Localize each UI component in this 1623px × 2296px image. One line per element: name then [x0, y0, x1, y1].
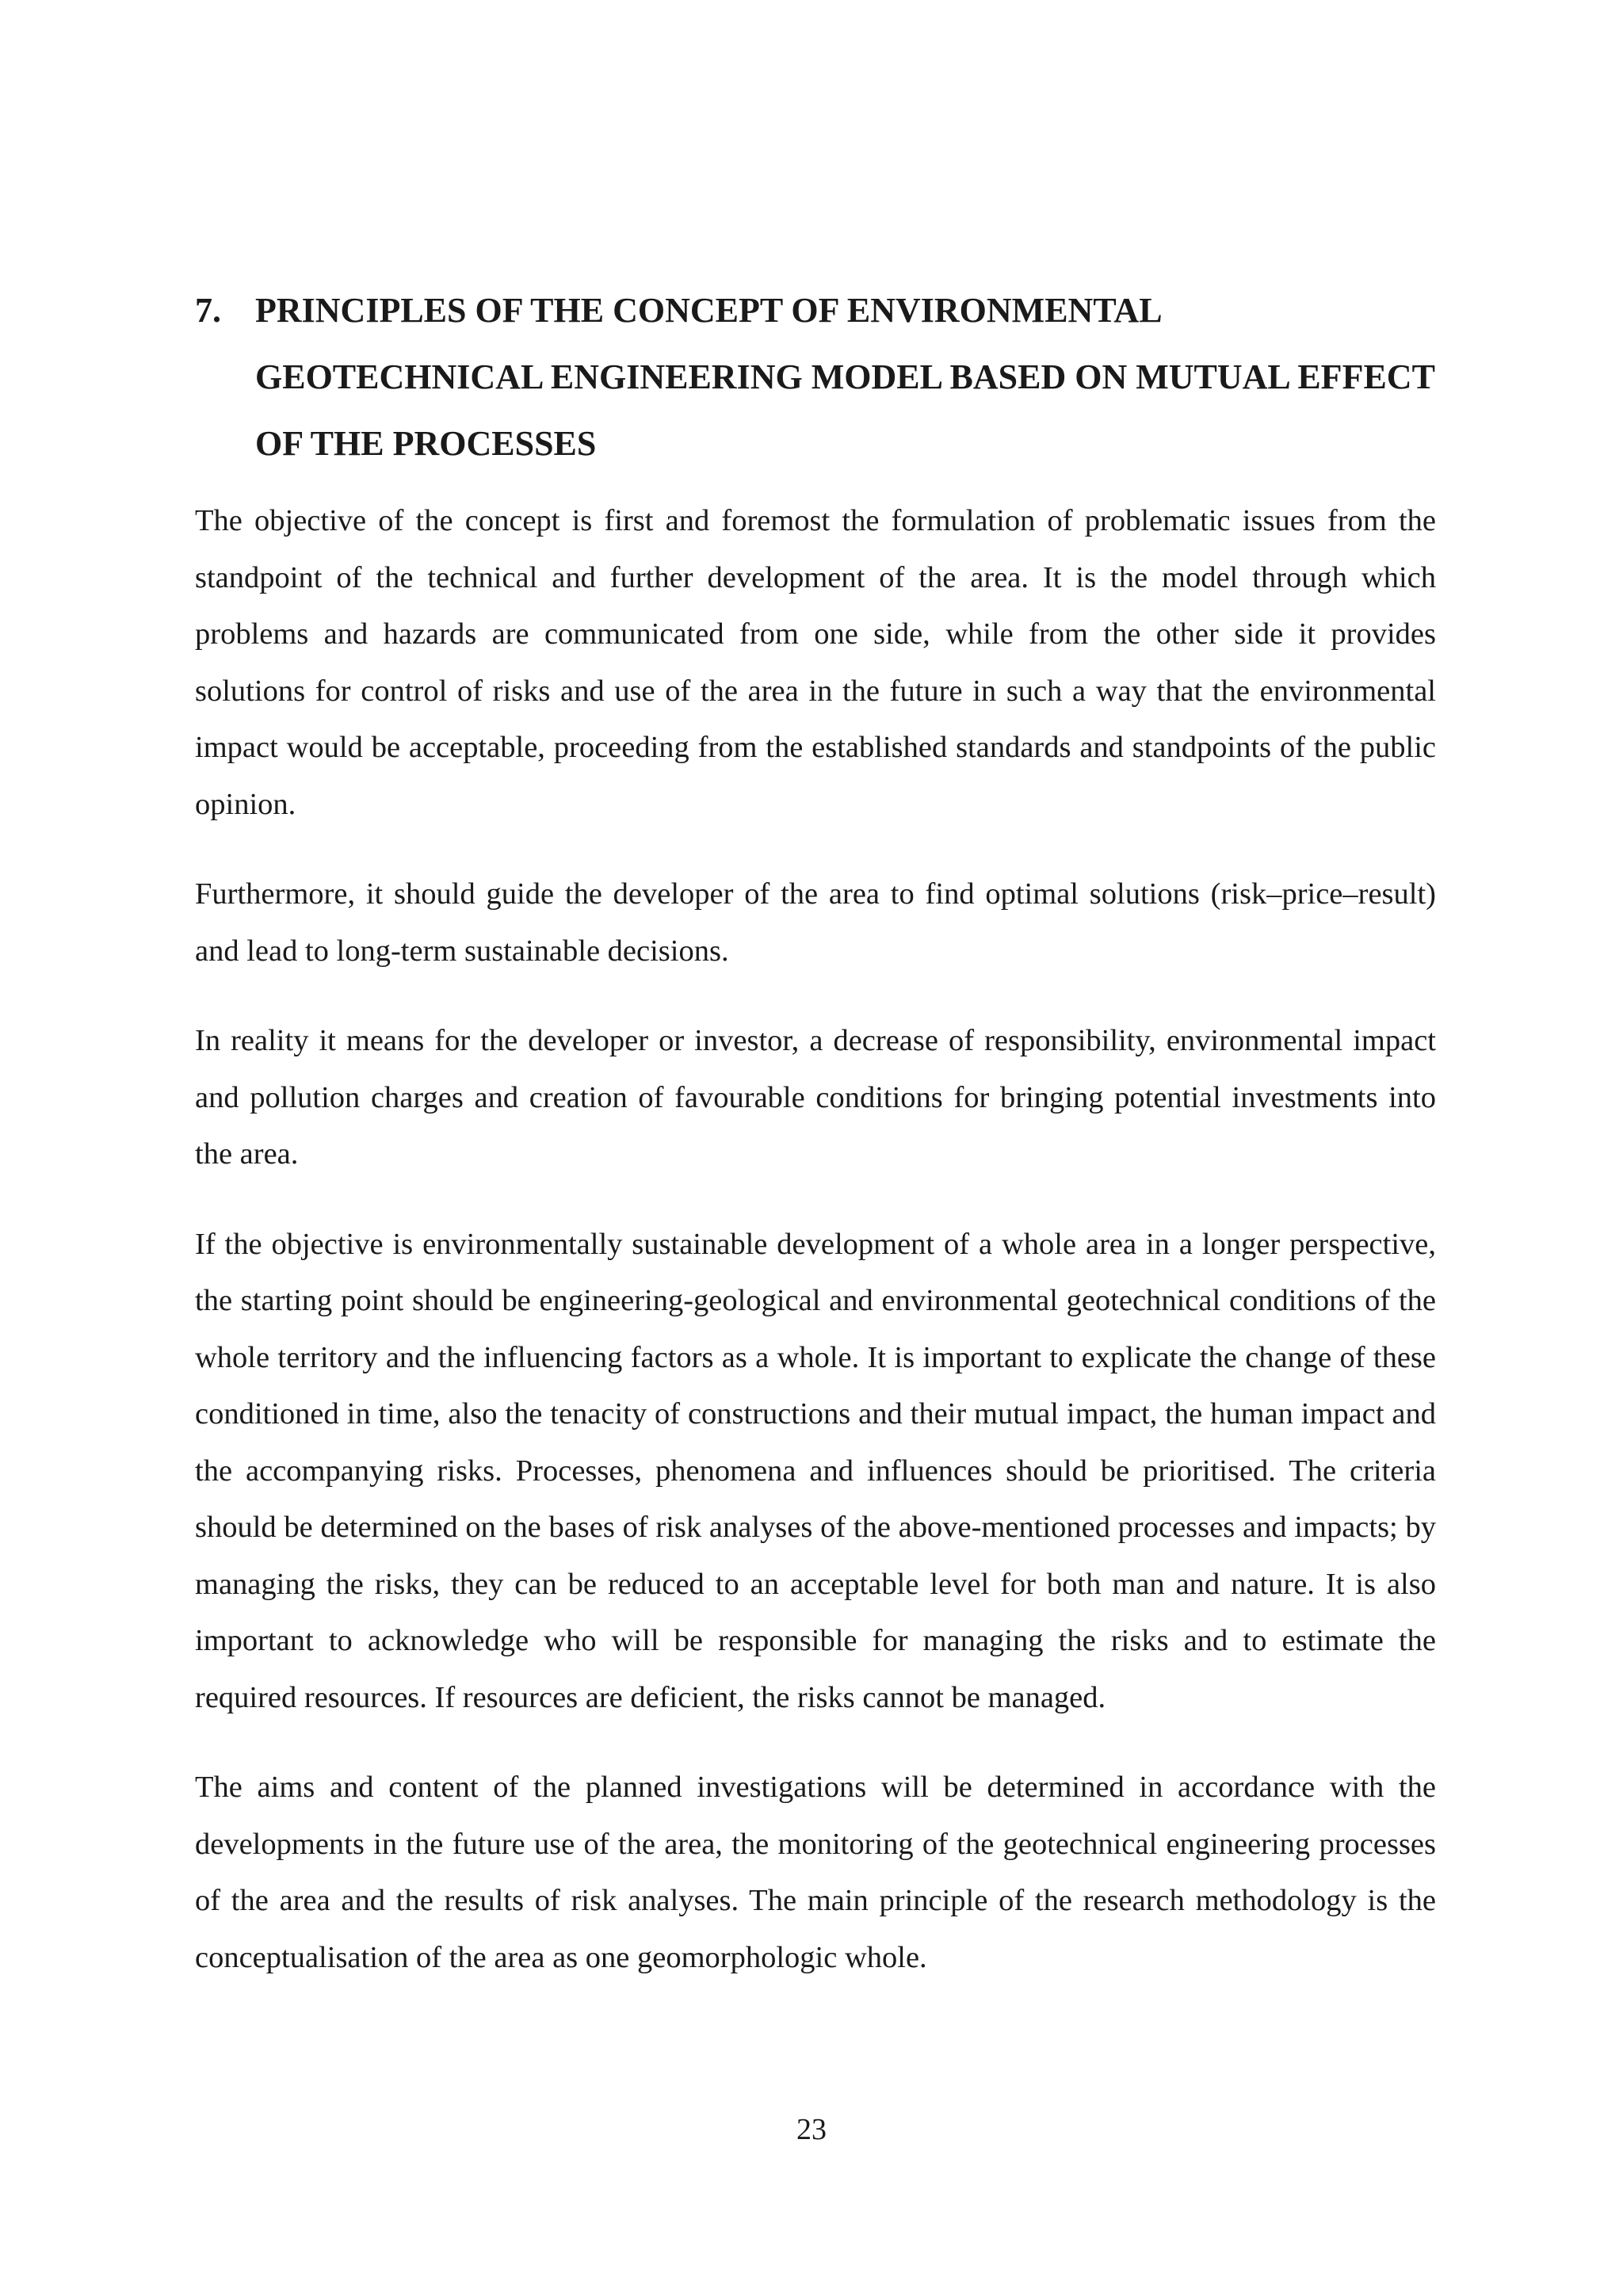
- section-number: 7.: [195, 291, 221, 330]
- page-number: 23: [796, 2113, 827, 2146]
- paragraph-objective: The objective of the concept is first and foremost the formulation of problematic issues from the standpoint of the technical and further development of the area. It is the model through which problems and hazards are communicated from one side, while from the other side it provides solutions for control of risks and use of the area in the future in such a way that the environmental impact would be acceptable, proceeding from the established standards and standpoints of the public opinion.: [195, 504, 1436, 821]
- section-heading: [195, 277, 1447, 477]
- paragraph-in-reality: In reality it means for the developer or investor, a decrease of responsibility, environmental impact and pollution charges and creation of favourable conditions for bringing potential investments into the area.: [195, 1024, 1436, 1171]
- section-title: PRINCIPLES OF THE CONCEPT OF ENVIRONMENTAL GEOTECHNICAL ENGINEERING MODEL BASED ON MUTUAL EFFECT OF THE PROCESSES: [255, 291, 1435, 463]
- paragraph-furthermore: Furthermore, it should guide the developer of the area to find optimal solutions (risk–price–result) and lead to long-term sustainable decisions.: [195, 877, 1436, 968]
- paragraph-sustainable-development: If the objective is environmentally sustainable development of a whole area in a longer perspective, the starting point should be engineering-geological and environmental geotechnical conditions of the whole territory and the influencing factors as a whole. It is important to explicate the change of these conditioned in time, also the tenacity of constructions and their mutual impact, the human impact and the accompanying risks. Processes, phenomena and influences should be prioritised. The criteria should be determined on the bases of risk analyses of the above-mentioned processes and impacts; by managing the risks, they can be reduced to an acceptable level for both man and nature. It is also important to acknowledge who will be responsible for managing the risks and to estimate the required resources. If resources are deficient, the risks cannot be managed.: [195, 1227, 1436, 1714]
- paragraph-aims-and-content: The aims and content of the planned investigations will be determined in accordance with the developments in the future use of the area, the monitoring of the geotechnical engineering processes of the area and the results of risk analyses. The main principle of the research methodology is the conceptualisation of the area as one geomorphologic whole.: [195, 1771, 1436, 1974]
- body-text: [195, 493, 1436, 2019]
